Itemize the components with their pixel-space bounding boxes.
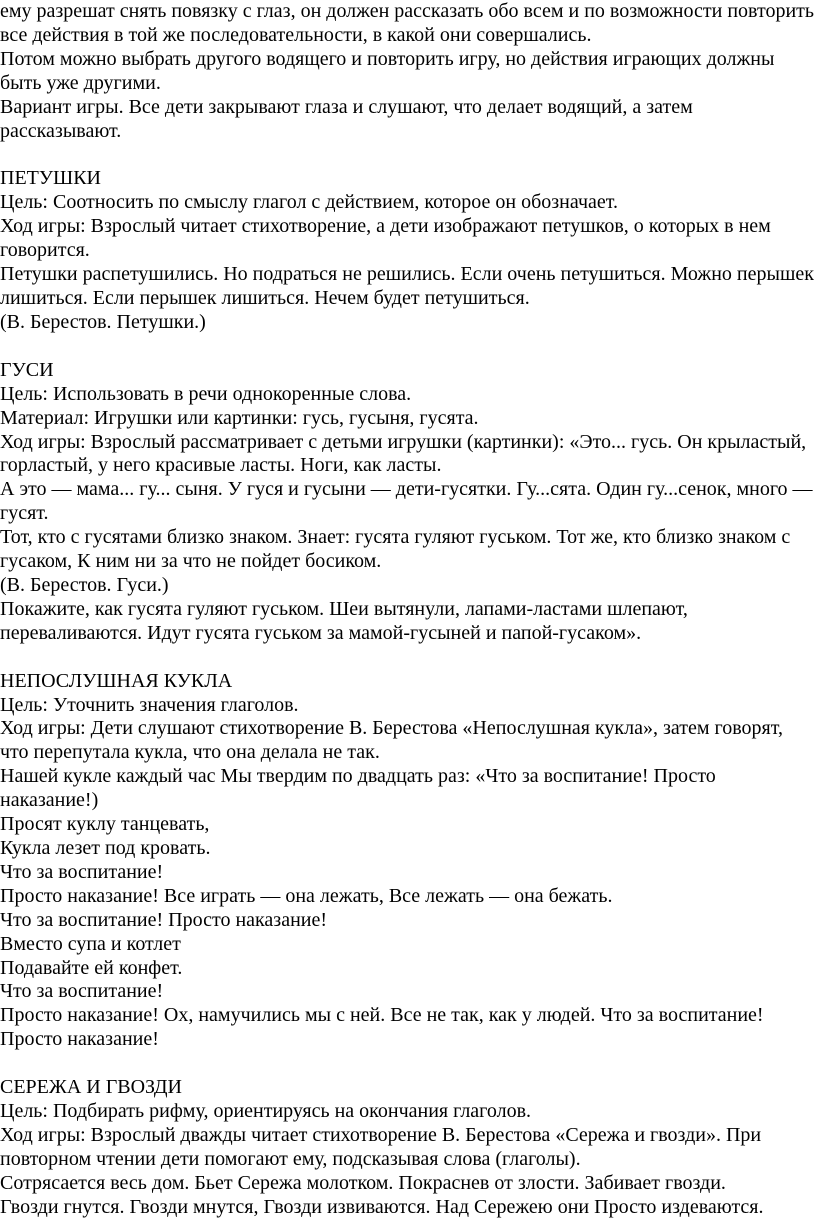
poem-line: Вместо супа и котлет	[0, 932, 181, 955]
section-goal: Цель: Подбирать рифму, ориентируясь на окончания глаголов.	[0, 1100, 532, 1123]
section-paragraph: А это — мама... гу... сыня. У гуся и гусыни — дети-гусятки. Гу...сята. Один гу...сенок, много — гусят.	[0, 478, 813, 525]
poem-line: Кукла лезет под кровать.	[0, 837, 211, 859]
section-serezha-i-gvozdi	[0, 1076, 816, 1219]
section-title: НЕПОСЛУШНАЯ КУКЛА	[0, 669, 233, 692]
section-material: Материал: Игрушки или картинки: гусь, гусыня, гусята.	[0, 406, 479, 429]
section-goal: Цель: Уточнить значения глаголов.	[0, 693, 299, 716]
section-paragraph: Покажите, как гусята гуляют гуськом. Шеи вытянули, лапами-ластами шлепают, переваливаются. Идут гусята гуськом за мамой-гусыней и папой-гусаком».	[0, 597, 688, 644]
poem-line: Что за воспитание! Просто наказание!	[0, 908, 328, 931]
poem-line: Просто наказание! Ох, намучились мы с ней. Все не так, как у людей. Что за воспитание! Просто наказание!	[0, 1004, 764, 1051]
section-paragraph: Ход игры: Дети слушают стихотворение В. Берестова «Непослушная кукла», затем говорят, что перепутала кукла, что она делала не так.	[0, 717, 783, 764]
section-paragraph: Нашей кукле каждый час Мы твердим по двадцать раз: «Что за воспитание! Просто наказание!)	[0, 765, 716, 812]
poem-line: Что за воспитание!	[0, 980, 164, 1003]
section-paragraph: Петушки распетушились. Но подраться не решились. Если очень петушиться. Можно перышек лишиться. Если перышек лишиться. Нечем будет петушиться.	[0, 263, 814, 309]
section-gusi	[0, 359, 816, 646]
intro-paragraph: ему разрешат снять повязку с глаз, он должен рассказать обо всем и по возможности повторить все действия в той же последовательности, в какой они совершались.	[0, 0, 815, 46]
section-title: ГУСИ	[0, 358, 54, 381]
section-spacer	[0, 335, 816, 359]
section-spacer	[0, 1052, 816, 1076]
section-source: (В. Берестов. Петушки.)	[0, 310, 206, 333]
section-paragraph: Ход игры: Взрослый дважды читает стихотворение В. Берестова «Сережа и гвозди». При повторном чтении дети помогают ему, подсказывая слова (глаголы).	[0, 1123, 762, 1170]
section-goal: Цель: Использовать в речи однокоренные слова.	[0, 382, 412, 405]
poem-line: Просят куклу танцевать,	[0, 813, 210, 836]
poem-line: Сотрясается весь дом. Бьет Сережа молотком. Покраснев от злости. Забивает гвозди.	[0, 1171, 726, 1194]
poem-line: Просто наказание! Все играть — она лежать, Все лежать — она бежать.	[0, 884, 613, 907]
section-paragraph: Тот, кто с гусятами близко знаком. Знает: гусята гуляют гуськом. Тот же, кто близко знаком с гусаком, К ним ни за что не пойдет босиком.	[0, 526, 791, 573]
poem-line: Что за воспитание!	[0, 860, 164, 883]
intro-paragraph: Вариант игры. Все дети закрывают глаза и слушают, что делает водящий, а затем рассказывают.	[0, 95, 693, 142]
poem-line: Подавайте ей конфет.	[0, 956, 183, 979]
section-spacer	[0, 646, 816, 670]
section-title: СЕРЕЖА И ГВОЗДИ	[0, 1076, 182, 1099]
section-paragraph: Ход игры: Взрослый рассматривает с детьми игрушки (картинки): «Это... гусь. Он крыластый, горластый, у него красивые ласты. Ноги, как ласты.	[0, 430, 807, 477]
section-neposlushnaya-kukla	[0, 670, 816, 1053]
section-title: ПЕТУШКИ	[0, 167, 101, 190]
section-spacer	[0, 143, 816, 167]
intro-block	[0, 0, 816, 143]
poem-line: Гвозди гнутся. Гвозди мнутся, Гвозди извиваются. Над Сережею они Просто издеваются.	[0, 1195, 764, 1218]
section-goal: Цель: Соотносить по смыслу глагол с действием, которое он обозначает.	[0, 191, 619, 214]
intro-paragraph: Потом можно выбрать другого водящего и повторить игру, но действия играющих должны быть уже другими.	[0, 47, 775, 94]
section-source: (В. Берестов. Гуси.)	[0, 573, 169, 596]
section-petushki	[0, 167, 816, 334]
section-paragraph: Ход игры: Взрослый читает стихотворение, а дети изображают петушков, о которых в нем говорится.	[0, 215, 771, 262]
